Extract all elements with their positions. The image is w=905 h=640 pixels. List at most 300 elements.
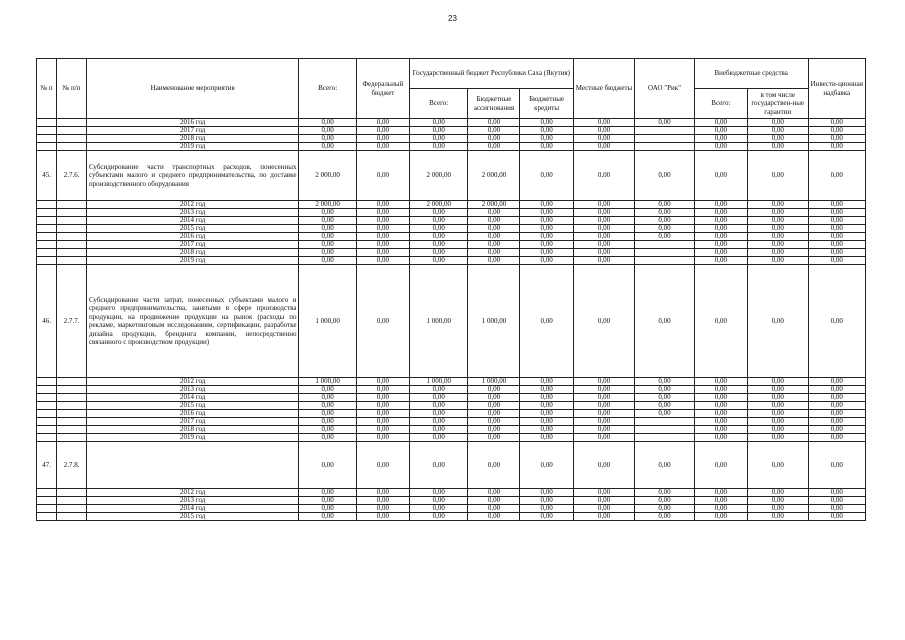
header-budget-alloc: Бюджетные ассигнования <box>468 89 520 119</box>
year-row <box>37 241 866 249</box>
value-cell: 0,00 <box>356 426 409 434</box>
value-cell: 0,00 <box>694 201 747 209</box>
value-cell <box>635 418 695 426</box>
value-cell: 0,00 <box>356 151 409 201</box>
value-cell: 0,00 <box>356 127 409 135</box>
value-cell: 0,00 <box>356 201 409 209</box>
value-cell: 0,00 <box>409 233 467 241</box>
value-cell: 0,00 <box>520 135 573 143</box>
value-cell: 0,00 <box>747 442 808 489</box>
year-row <box>37 434 866 442</box>
activity-row <box>37 265 866 378</box>
row-num: 46. <box>37 265 57 378</box>
value-cell: 0,00 <box>573 257 635 265</box>
value-cell: 0,00 <box>573 119 635 127</box>
value-cell: 0,00 <box>468 505 520 513</box>
value-cell: 0,00 <box>520 151 573 201</box>
year-row <box>37 418 866 426</box>
value-cell: 0,00 <box>747 201 808 209</box>
row-num <box>37 378 57 386</box>
value-cell: 1 000,00 <box>468 378 520 386</box>
row-num <box>37 418 57 426</box>
value-cell: 0,00 <box>808 257 866 265</box>
value-cell: 0,00 <box>356 217 409 225</box>
year-row <box>37 410 866 418</box>
value-cell: 0,00 <box>299 217 356 225</box>
row-num <box>37 257 57 265</box>
value-cell: 0,00 <box>573 143 635 151</box>
value-cell: 0,00 <box>808 143 866 151</box>
value-cell: 0,00 <box>694 497 747 505</box>
value-cell: 0,00 <box>635 386 695 394</box>
year-row <box>37 249 866 257</box>
row-subnum <box>57 135 87 143</box>
value-cell: 0,00 <box>573 217 635 225</box>
year-label: 2018 год <box>86 249 299 257</box>
year-label: 2014 год <box>86 217 299 225</box>
value-cell: 0,00 <box>573 394 635 402</box>
value-cell: 0,00 <box>694 217 747 225</box>
value-cell: 0,00 <box>747 394 808 402</box>
header-budget-credits: Бюджетные кредиты <box>520 89 573 119</box>
row-subnum <box>57 127 87 135</box>
value-cell: 0,00 <box>520 225 573 233</box>
value-cell <box>635 249 695 257</box>
value-cell: 0,00 <box>299 505 356 513</box>
value-cell: 0,00 <box>694 151 747 201</box>
row-num <box>37 410 57 418</box>
value-cell: 0,00 <box>468 143 520 151</box>
value-cell: 0,00 <box>356 249 409 257</box>
year-row <box>37 513 866 521</box>
year-row <box>37 217 866 225</box>
value-cell: 0,00 <box>299 402 356 410</box>
value-cell: 0,00 <box>747 434 808 442</box>
value-cell: 0,00 <box>409 442 467 489</box>
value-cell: 0,00 <box>573 225 635 233</box>
value-cell: 0,00 <box>356 418 409 426</box>
value-cell: 0,00 <box>747 402 808 410</box>
header-name: Наименование мероприятия <box>86 59 299 119</box>
value-cell: 0,00 <box>520 201 573 209</box>
value-cell: 2 000,00 <box>468 201 520 209</box>
year-row <box>37 119 866 127</box>
value-cell: 0,00 <box>409 434 467 442</box>
value-cell: 0,00 <box>409 418 467 426</box>
value-cell: 0,00 <box>468 241 520 249</box>
value-cell: 0,00 <box>573 241 635 249</box>
value-cell: 0,00 <box>635 442 695 489</box>
year-label: 2016 год <box>86 119 299 127</box>
value-cell: 0,00 <box>520 119 573 127</box>
row-subnum <box>57 386 87 394</box>
value-cell: 0,00 <box>808 265 866 378</box>
year-label: 2014 год <box>86 505 299 513</box>
value-cell: 0,00 <box>694 442 747 489</box>
value-cell: 0,00 <box>299 426 356 434</box>
value-cell: 0,00 <box>635 394 695 402</box>
row-num <box>37 217 57 225</box>
year-label: 2012 год <box>86 489 299 497</box>
value-cell: 0,00 <box>356 402 409 410</box>
value-cell: 0,00 <box>356 497 409 505</box>
value-cell: 0,00 <box>409 426 467 434</box>
row-subnum: 2.7.6. <box>57 151 87 201</box>
row-subnum <box>57 434 87 442</box>
value-cell: 2 000,00 <box>299 201 356 209</box>
value-cell <box>635 241 695 249</box>
value-cell: 0,00 <box>635 378 695 386</box>
value-cell: 0,00 <box>573 151 635 201</box>
value-cell: 0,00 <box>747 418 808 426</box>
value-cell: 0,00 <box>409 217 467 225</box>
value-cell: 0,00 <box>747 265 808 378</box>
value-cell: 0,00 <box>694 489 747 497</box>
year-row <box>37 426 866 434</box>
value-cell: 0,00 <box>808 241 866 249</box>
year-row <box>37 201 866 209</box>
value-cell: 0,00 <box>299 225 356 233</box>
value-cell: 0,00 <box>468 225 520 233</box>
value-cell: 0,00 <box>747 217 808 225</box>
activity-row <box>37 442 866 489</box>
value-cell <box>635 127 695 135</box>
value-cell: 1 000,00 <box>409 265 467 378</box>
value-cell: 0,00 <box>747 127 808 135</box>
value-cell: 0,00 <box>635 217 695 225</box>
value-cell: 0,00 <box>520 418 573 426</box>
row-subnum <box>57 426 87 434</box>
value-cell: 0,00 <box>468 442 520 489</box>
year-label: 2013 год <box>86 497 299 505</box>
value-cell: 0,00 <box>468 127 520 135</box>
table-header <box>37 59 866 119</box>
value-cell: 0,00 <box>573 442 635 489</box>
header-republic-group: Государственный бюджет Республики Саха (Якутия) <box>409 59 573 89</box>
year-row <box>37 233 866 241</box>
value-cell: 0,00 <box>694 249 747 257</box>
year-label: 2015 год <box>86 225 299 233</box>
value-cell: 0,00 <box>694 410 747 418</box>
year-row <box>37 402 866 410</box>
header-invest: Инвести-ционная надбавка <box>808 59 866 119</box>
row-num <box>37 143 57 151</box>
activity-name: Субсидирование части затрат, понесенных субъектами малого и среднего предпринимательства, занятыми в сфере производства продукции, на продвижение продукции на рынок (расходы по рекламе, маркетинговым исследованиям, сертификации, разработке дизайна продукции, брендинга компании, непосредственно связанного с производством продукции) <box>86 265 299 378</box>
value-cell: 0,00 <box>409 394 467 402</box>
value-cell: 0,00 <box>520 386 573 394</box>
row-num: 47. <box>37 442 57 489</box>
value-cell: 0,00 <box>808 402 866 410</box>
year-row <box>37 127 866 135</box>
header-oao: ОАО "Рик" <box>635 59 695 119</box>
value-cell: 0,00 <box>299 434 356 442</box>
row-num <box>37 386 57 394</box>
value-cell: 0,00 <box>808 378 866 386</box>
value-cell: 0,00 <box>635 201 695 209</box>
value-cell: 0,00 <box>808 418 866 426</box>
value-cell: 0,00 <box>635 410 695 418</box>
value-cell: 0,00 <box>299 241 356 249</box>
value-cell: 0,00 <box>635 225 695 233</box>
value-cell: 0,00 <box>747 249 808 257</box>
value-cell: 0,00 <box>635 265 695 378</box>
row-num <box>37 513 57 521</box>
value-cell: 0,00 <box>694 143 747 151</box>
value-cell: 0,00 <box>747 233 808 241</box>
value-cell: 0,00 <box>468 410 520 418</box>
year-row <box>37 386 866 394</box>
value-cell: 0,00 <box>573 426 635 434</box>
header-republic-total: Всего: <box>409 89 467 119</box>
value-cell: 0,00 <box>573 265 635 378</box>
value-cell: 0,00 <box>747 505 808 513</box>
row-num <box>37 434 57 442</box>
row-subnum <box>57 217 87 225</box>
header-guarantees: в том числе государствен-ные гарантии <box>747 89 808 119</box>
header-extrabudget-total: Всего: <box>694 89 747 119</box>
year-label: 2019 год <box>86 143 299 151</box>
value-cell: 0,00 <box>520 497 573 505</box>
value-cell: 0,00 <box>635 402 695 410</box>
value-cell: 0,00 <box>747 378 808 386</box>
value-cell: 0,00 <box>808 410 866 418</box>
value-cell: 0,00 <box>747 135 808 143</box>
row-subnum <box>57 233 87 241</box>
value-cell: 0,00 <box>747 513 808 521</box>
value-cell: 0,00 <box>747 386 808 394</box>
value-cell: 0,00 <box>468 119 520 127</box>
value-cell: 0,00 <box>356 233 409 241</box>
value-cell: 0,00 <box>808 513 866 521</box>
value-cell: 0,00 <box>520 249 573 257</box>
value-cell: 0,00 <box>468 418 520 426</box>
year-label: 2018 год <box>86 135 299 143</box>
value-cell: 0,00 <box>694 434 747 442</box>
value-cell: 0,00 <box>747 497 808 505</box>
value-cell: 0,00 <box>409 497 467 505</box>
value-cell: 0,00 <box>694 225 747 233</box>
row-num <box>37 233 57 241</box>
value-cell: 0,00 <box>299 233 356 241</box>
value-cell: 0,00 <box>520 402 573 410</box>
value-cell: 0,00 <box>409 505 467 513</box>
value-cell: 0,00 <box>747 225 808 233</box>
value-cell: 0,00 <box>808 394 866 402</box>
value-cell: 0,00 <box>808 151 866 201</box>
value-cell: 0,00 <box>468 386 520 394</box>
value-cell: 0,00 <box>468 233 520 241</box>
value-cell: 0,00 <box>573 233 635 241</box>
year-row <box>37 497 866 505</box>
value-cell: 0,00 <box>520 127 573 135</box>
value-cell: 0,00 <box>409 209 467 217</box>
value-cell: 0,00 <box>356 257 409 265</box>
value-cell: 0,00 <box>635 513 695 521</box>
value-cell: 0,00 <box>409 249 467 257</box>
value-cell: 0,00 <box>520 394 573 402</box>
value-cell: 0,00 <box>694 426 747 434</box>
row-subnum: 2.7.7. <box>57 265 87 378</box>
year-row <box>37 143 866 151</box>
value-cell: 0,00 <box>468 257 520 265</box>
value-cell: 0,00 <box>520 378 573 386</box>
value-cell: 0,00 <box>468 394 520 402</box>
row-num <box>37 505 57 513</box>
value-cell: 0,00 <box>635 209 695 217</box>
value-cell: 0,00 <box>468 249 520 257</box>
value-cell: 0,00 <box>808 209 866 217</box>
value-cell: 0,00 <box>299 394 356 402</box>
year-label: 2012 год <box>86 378 299 386</box>
year-row <box>37 505 866 513</box>
value-cell: 0,00 <box>573 410 635 418</box>
value-cell: 0,00 <box>356 442 409 489</box>
year-row <box>37 135 866 143</box>
value-cell: 0,00 <box>356 434 409 442</box>
value-cell: 0,00 <box>299 257 356 265</box>
value-cell: 0,00 <box>694 119 747 127</box>
value-cell: 0,00 <box>573 402 635 410</box>
value-cell: 0,00 <box>356 209 409 217</box>
year-label: 2017 год <box>86 127 299 135</box>
value-cell: 0,00 <box>468 402 520 410</box>
value-cell: 0,00 <box>468 513 520 521</box>
value-cell: 0,00 <box>468 426 520 434</box>
value-cell: 0,00 <box>409 386 467 394</box>
value-cell: 0,00 <box>573 209 635 217</box>
row-subnum <box>57 209 87 217</box>
value-cell: 0,00 <box>356 505 409 513</box>
value-cell: 0,00 <box>299 442 356 489</box>
value-cell: 0,00 <box>409 402 467 410</box>
row-num <box>37 402 57 410</box>
year-label: 2017 год <box>86 418 299 426</box>
value-cell: 0,00 <box>808 119 866 127</box>
value-cell: 0,00 <box>635 151 695 201</box>
value-cell: 0,00 <box>356 513 409 521</box>
value-cell: 0,00 <box>520 489 573 497</box>
value-cell: 0,00 <box>299 249 356 257</box>
year-row <box>37 209 866 217</box>
row-subnum <box>57 402 87 410</box>
value-cell: 0,00 <box>520 217 573 225</box>
value-cell: 0,00 <box>299 209 356 217</box>
row-num <box>37 241 57 249</box>
activity-name: Субсидирование части транспортных расходов, понесенных субъектами малого и среднего предпринимательства, по доставке производственного оборудования <box>86 151 299 201</box>
value-cell: 0,00 <box>299 119 356 127</box>
value-cell <box>635 143 695 151</box>
value-cell: 0,00 <box>694 513 747 521</box>
row-subnum <box>57 249 87 257</box>
value-cell: 0,00 <box>468 217 520 225</box>
value-cell: 0,00 <box>356 225 409 233</box>
value-cell: 0,00 <box>573 386 635 394</box>
value-cell: 0,00 <box>356 489 409 497</box>
value-cell: 0,00 <box>694 402 747 410</box>
value-cell: 0,00 <box>468 135 520 143</box>
value-cell: 0,00 <box>356 378 409 386</box>
year-label: 2015 год <box>86 513 299 521</box>
row-subnum <box>57 225 87 233</box>
header-federal: Федеральный бюджет <box>356 59 409 119</box>
value-cell: 0,00 <box>808 217 866 225</box>
year-label: 2014 год <box>86 394 299 402</box>
value-cell: 0,00 <box>573 127 635 135</box>
row-subnum <box>57 143 87 151</box>
value-cell: 0,00 <box>356 241 409 249</box>
year-row <box>37 225 866 233</box>
value-cell: 0,00 <box>520 434 573 442</box>
value-cell: 0,00 <box>573 489 635 497</box>
value-cell: 1 000,00 <box>409 378 467 386</box>
value-cell: 0,00 <box>808 442 866 489</box>
year-row <box>37 489 866 497</box>
row-num <box>37 225 57 233</box>
value-cell: 0,00 <box>808 489 866 497</box>
row-num: 45. <box>37 151 57 201</box>
value-cell: 0,00 <box>808 201 866 209</box>
value-cell: 0,00 <box>299 497 356 505</box>
value-cell: 0,00 <box>747 426 808 434</box>
value-cell: 0,00 <box>299 143 356 151</box>
year-label: 2019 год <box>86 434 299 442</box>
year-label: 2013 год <box>86 209 299 217</box>
value-cell: 0,00 <box>694 394 747 402</box>
year-row <box>37 378 866 386</box>
header-total: Всего: <box>299 59 356 119</box>
value-cell: 0,00 <box>747 209 808 217</box>
value-cell: 0,00 <box>694 505 747 513</box>
value-cell: 0,00 <box>356 386 409 394</box>
value-cell: 0,00 <box>635 119 695 127</box>
header-subnum: № п/п <box>57 59 87 119</box>
value-cell: 0,00 <box>520 209 573 217</box>
value-cell: 0,00 <box>694 209 747 217</box>
value-cell: 0,00 <box>409 143 467 151</box>
value-cell: 0,00 <box>808 426 866 434</box>
page-number: 23 <box>448 14 457 23</box>
value-cell <box>635 135 695 143</box>
budget-table <box>36 58 866 521</box>
activity-name <box>86 442 299 489</box>
value-cell: 0,00 <box>694 418 747 426</box>
value-cell: 2 000,00 <box>468 151 520 201</box>
row-subnum <box>57 378 87 386</box>
value-cell: 0,00 <box>468 497 520 505</box>
value-cell: 0,00 <box>409 127 467 135</box>
year-label: 2013 год <box>86 386 299 394</box>
value-cell: 0,00 <box>747 410 808 418</box>
value-cell: 0,00 <box>356 143 409 151</box>
value-cell: 0,00 <box>520 265 573 378</box>
value-cell: 0,00 <box>635 489 695 497</box>
row-subnum <box>57 497 87 505</box>
value-cell: 1 000,00 <box>468 265 520 378</box>
value-cell: 0,00 <box>299 127 356 135</box>
value-cell: 1 000,00 <box>299 265 356 378</box>
value-cell: 0,00 <box>694 233 747 241</box>
year-label: 2018 год <box>86 426 299 434</box>
value-cell: 0,00 <box>808 135 866 143</box>
value-cell: 2 000,00 <box>409 201 467 209</box>
value-cell: 0,00 <box>694 378 747 386</box>
value-cell <box>635 257 695 265</box>
row-num <box>37 119 57 127</box>
table-body <box>37 119 866 521</box>
row-num <box>37 497 57 505</box>
value-cell: 0,00 <box>409 489 467 497</box>
row-subnum <box>57 505 87 513</box>
